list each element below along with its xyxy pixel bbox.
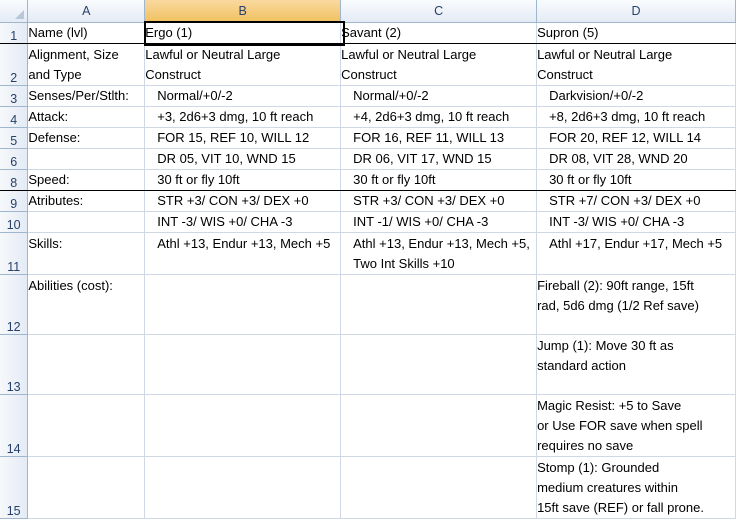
- cell-d5[interactable]: [537, 127, 736, 148]
- cell-text: Lawful or Neutral Large: [145, 46, 281, 62]
- cell-a14[interactable]: [28, 394, 145, 456]
- sheet-row-10: [0, 211, 736, 232]
- cell-text: DR 05, VIT 10, WND 15: [157, 150, 296, 166]
- sheet-row-11: [0, 232, 736, 274]
- cell-text: Name (lvl): [28, 24, 88, 40]
- cell-text: +4, 2d6+3 dmg, 10 ft reach: [353, 108, 510, 124]
- cell-a9[interactable]: [28, 190, 145, 211]
- cell-text: Athl +13, Endur +13, Mech +5,: [353, 235, 530, 251]
- cell-c5[interactable]: [341, 127, 537, 148]
- row-header-15[interactable]: 15: [0, 456, 28, 518]
- cell-text: DR 08, VIT 28, WND 20: [549, 150, 688, 166]
- cell-b10[interactable]: [145, 211, 341, 232]
- cell-text: INT -3/ WIS +0/ CHA -3: [549, 213, 685, 229]
- row-header-12[interactable]: 12: [0, 274, 28, 334]
- row-header-1[interactable]: 1: [0, 22, 28, 43]
- cell-d3[interactable]: [537, 85, 736, 106]
- cell-a12[interactable]: [28, 274, 145, 334]
- cell-d4[interactable]: [537, 106, 736, 127]
- row-header-14[interactable]: 14: [0, 394, 28, 456]
- cell-b9[interactable]: [145, 190, 341, 211]
- cell-c3[interactable]: [341, 85, 537, 106]
- cell-b11[interactable]: [145, 232, 341, 274]
- select-all-corner[interactable]: [0, 0, 28, 22]
- cell-text: Construct: [537, 66, 593, 82]
- cell-text: STR +7/ CON +3/ DEX +0: [549, 192, 701, 208]
- cell-text: Abilities (cost):: [28, 277, 113, 293]
- cell-text: Athl +17, Endur +17, Mech +5: [549, 235, 723, 251]
- row-header-5[interactable]: 5: [0, 127, 28, 148]
- cell-text: Fireball (2): 90ft range, 15ft: [537, 277, 694, 293]
- cell-text: requires no save: [537, 437, 634, 453]
- sheet-row-1: [0, 22, 736, 43]
- cell-text: Supron (5): [537, 24, 599, 40]
- cell-text: 15ft save (REF) or fall prone.: [537, 499, 704, 515]
- sheet-row-8: [0, 169, 736, 190]
- cell-text: Alignment, Size: [28, 46, 119, 62]
- cell-c6[interactable]: [341, 148, 537, 169]
- cell-d2[interactable]: [537, 43, 736, 85]
- cell-text: Darkvision/+0/-2: [549, 87, 644, 103]
- cell-c11[interactable]: [341, 232, 537, 274]
- cell-c12[interactable]: [341, 274, 537, 334]
- cell-text: FOR 15, REF 10, WILL 12: [157, 129, 310, 145]
- sheet-row-15: [0, 456, 736, 518]
- cell-c2[interactable]: [341, 43, 537, 85]
- sheet-row-14: [0, 394, 736, 456]
- cell-b2[interactable]: [145, 43, 341, 85]
- column-header-c[interactable]: C: [341, 0, 537, 22]
- cell-text: Normal/+0/-2: [157, 87, 233, 103]
- cell-c13[interactable]: [341, 334, 537, 394]
- cell-b4[interactable]: [145, 106, 341, 127]
- cell-text: DR 06, VIT 17, WND 15: [353, 150, 492, 166]
- cell-text: Skills:: [28, 235, 63, 251]
- cell-text: Normal/+0/-2: [353, 87, 429, 103]
- cell-a4[interactable]: [28, 106, 145, 127]
- cell-b3[interactable]: [145, 85, 341, 106]
- cell-c8[interactable]: [341, 169, 537, 190]
- cell-c9[interactable]: [341, 190, 537, 211]
- cell-d1[interactable]: [537, 22, 736, 43]
- cell-c15[interactable]: [341, 456, 537, 518]
- cell-text: INT -1/ WIS +0/ CHA -3: [353, 213, 489, 229]
- cell-text: Savant (2): [341, 24, 402, 40]
- cell-b14[interactable]: [145, 394, 341, 456]
- cell-text: INT -3/ WIS +0/ CHA -3: [157, 213, 293, 229]
- cell-text: 30 ft or fly 10ft: [549, 171, 632, 187]
- cell-text: FOR 16, REF 11, WILL 13: [353, 129, 505, 145]
- cell-text: Senses/Per/Stlth:: [28, 87, 129, 103]
- cell-text: Construct: [145, 66, 201, 82]
- row-header-8[interactable]: 8: [0, 169, 28, 190]
- cell-b12[interactable]: [145, 274, 341, 334]
- cell-b6[interactable]: [145, 148, 341, 169]
- cell-text: Ergo (1): [145, 24, 193, 40]
- row-header-9[interactable]: 9: [0, 190, 28, 211]
- row-header-13[interactable]: 13: [0, 334, 28, 394]
- cell-a8[interactable]: [28, 169, 145, 190]
- cell-text: FOR 20, REF 12, WILL 14: [549, 129, 702, 145]
- cell-d15[interactable]: [537, 456, 736, 518]
- column-header-a[interactable]: A: [28, 0, 145, 22]
- sheet-row-3: [0, 85, 736, 106]
- cell-a13[interactable]: [28, 334, 145, 394]
- cell-text: STR +3/ CON +3/ DEX +0: [353, 192, 505, 208]
- cell-b5[interactable]: [145, 127, 341, 148]
- cell-text: Athl +13, Endur +13, Mech +5: [157, 235, 331, 251]
- row-header-11[interactable]: 11: [0, 232, 28, 274]
- cell-text: and Type: [28, 66, 82, 82]
- cell-a5[interactable]: [28, 127, 145, 148]
- cell-text: 30 ft or fly 10ft: [157, 171, 240, 187]
- sheet-row-2: [0, 43, 736, 85]
- sheet-row-4: [0, 106, 736, 127]
- row-header-2[interactable]: 2: [0, 43, 28, 85]
- cell-a10[interactable]: [28, 211, 145, 232]
- cell-d6[interactable]: [537, 148, 736, 169]
- row-header-10[interactable]: 10: [0, 211, 28, 232]
- cell-c10[interactable]: [341, 211, 537, 232]
- cell-text: medium creatures within: [537, 479, 678, 495]
- cell-a2[interactable]: [28, 43, 145, 85]
- sheet-row-6: [0, 148, 736, 169]
- cell-text: Two Int Skills +10: [353, 255, 455, 271]
- sheet-row-5: [0, 127, 736, 148]
- cell-a3[interactable]: [28, 85, 145, 106]
- cell-text: rad, 5d6 dmg (1/2 Ref save): [537, 297, 699, 313]
- cell-b13[interactable]: [145, 334, 341, 394]
- cell-text: 30 ft or fly 10ft: [353, 171, 436, 187]
- cell-b15[interactable]: [145, 456, 341, 518]
- sheet-row-12: [0, 274, 736, 334]
- cell-c1[interactable]: [341, 22, 537, 43]
- cell-a1[interactable]: [28, 22, 145, 43]
- cell-c14[interactable]: [341, 394, 537, 456]
- cell-d14[interactable]: [537, 394, 736, 456]
- cell-d12[interactable]: [537, 274, 736, 334]
- cell-text: +3, 2d6+3 dmg, 10 ft reach: [157, 108, 314, 124]
- cell-d10[interactable]: [537, 211, 736, 232]
- cell-a6[interactable]: [28, 148, 145, 169]
- cell-text: Lawful or Neutral Large: [341, 46, 477, 62]
- cell-text: Atributes:: [28, 192, 84, 208]
- cell-text: Lawful or Neutral Large: [537, 46, 673, 62]
- cell-text: or Use FOR save when spell: [537, 417, 703, 433]
- row-header-6[interactable]: 6: [0, 148, 28, 169]
- sheet-row-9: [0, 190, 736, 211]
- sheet-row-13: [0, 334, 736, 394]
- cell-text: Speed:: [28, 171, 70, 187]
- cell-text: Attack:: [28, 108, 69, 124]
- cell-text: Jump (1): Move 30 ft as: [537, 337, 674, 353]
- cell-b1[interactable]: [145, 22, 341, 43]
- cell-text: standard action: [537, 357, 626, 373]
- cell-d9[interactable]: [537, 190, 736, 211]
- cell-text: Construct: [341, 66, 397, 82]
- cell-text: STR +3/ CON +3/ DEX +0: [157, 192, 309, 208]
- row-header-4[interactable]: 4: [0, 106, 28, 127]
- column-header-d[interactable]: D: [537, 0, 736, 22]
- column-header-b[interactable]: B: [145, 0, 341, 22]
- cell-text: +8, 2d6+3 dmg, 10 ft reach: [549, 108, 706, 124]
- cell-text: Defense:: [28, 129, 81, 145]
- cell-b8[interactable]: [145, 169, 341, 190]
- cell-a11[interactable]: [28, 232, 145, 274]
- select-all-triangle-icon: [15, 10, 24, 19]
- cell-d13[interactable]: [537, 334, 736, 394]
- row-header-3[interactable]: 3: [0, 85, 28, 106]
- cell-d8[interactable]: [537, 169, 736, 190]
- cell-a15[interactable]: [28, 456, 145, 518]
- cell-d11[interactable]: [537, 232, 736, 274]
- cell-text: Magic Resist: +5 to Save: [537, 397, 682, 413]
- cell-c4[interactable]: [341, 106, 537, 127]
- cell-text: Stomp (1): Grounded: [537, 459, 660, 475]
